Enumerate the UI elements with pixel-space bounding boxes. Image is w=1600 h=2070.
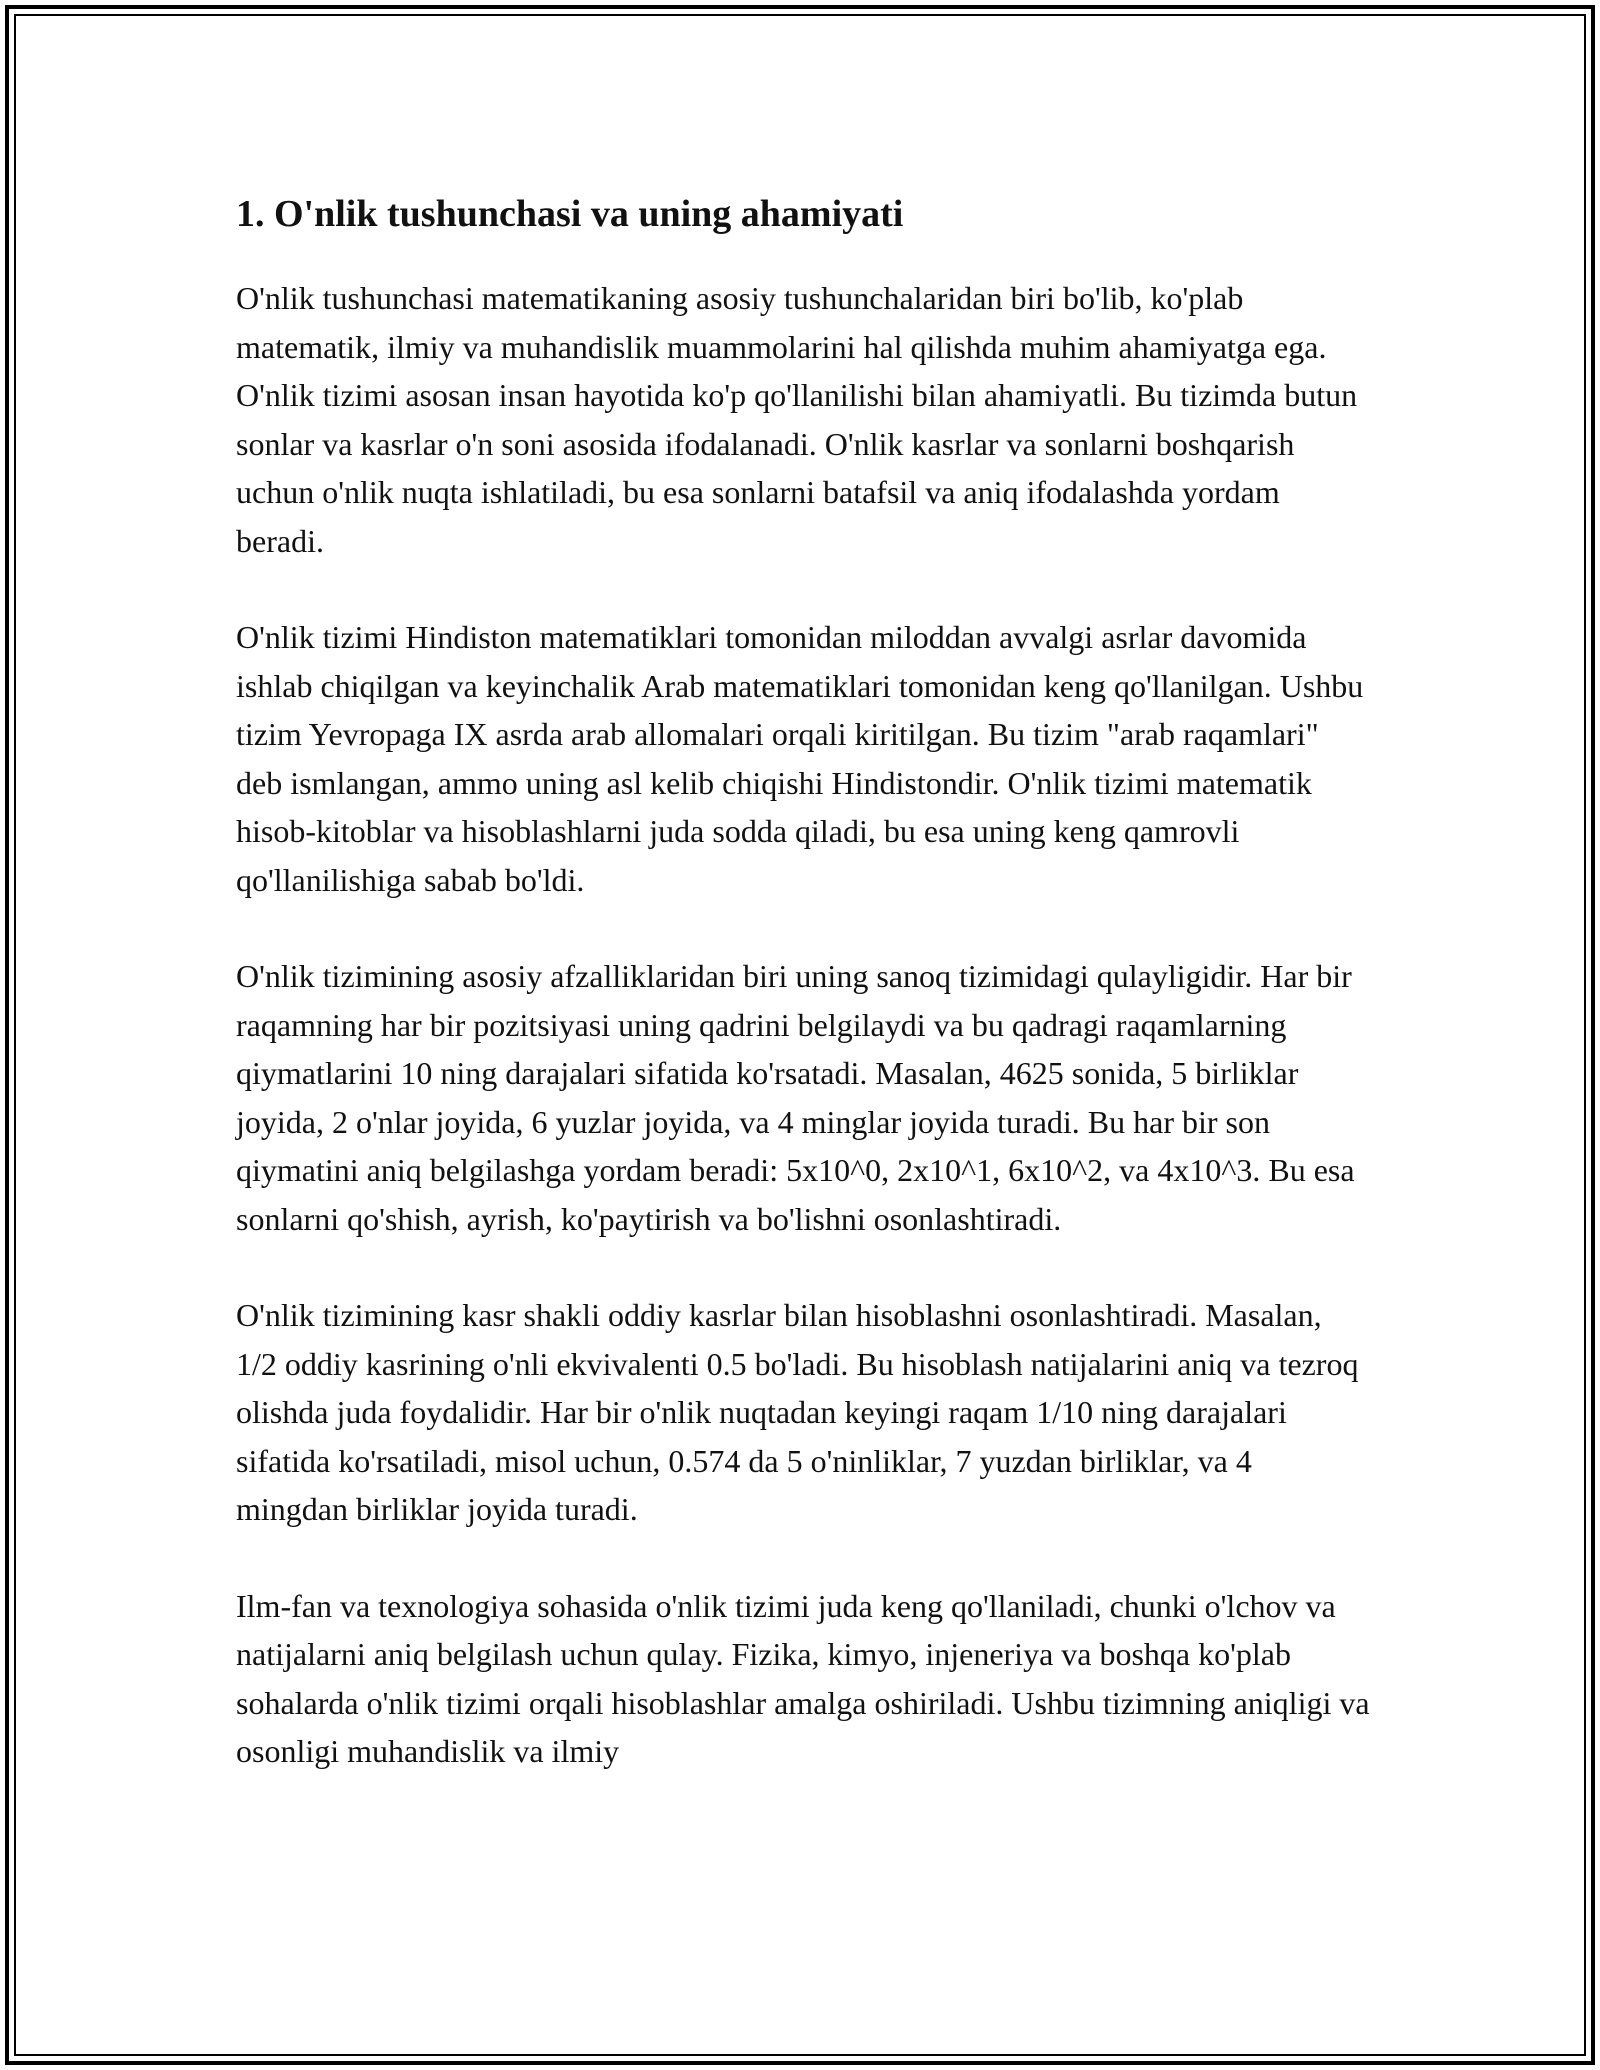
paragraph-4: O'nlik tizimining kasr shakli oddiy kasrlar bilan hisoblashni osonlashtiradi. Masalan, 1/2 oddiy kasrining o'nli ekvivalenti 0.5 bo'ladi. Bu hisoblash natijalarini aniq va tezroq olishda juda foydalidir. Har bir o'nlik nuqtadan keyingi raqam 1/10 ning darajalari sifatida ko'rsatiladi, misol uchun, 0.574 da 5 o'ninliklar, 7 yuzdan birliklar, va 4 mingdan birliklar joyida turadi.: [236, 1297, 1359, 1527]
section-heading: 1. O'nlik tushunchasi va uning ahamiyati: [236, 193, 904, 235]
paragraph-2: O'nlik tizimi Hindiston matematiklari tomonidan miloddan avvalgi asrlar davomida ishlab chiqilgan va keyinchalik Arab matematiklari tomonidan keng qo'llanilgan. Ushbu tizim Yevropaga IX asrda arab allomalari orqali kiritilgan. Bu tizim "arab raqamlari" deb ismlangan, ammo uning asl kelib chiqishi Hindistondir. O'nlik tizimi matematik hisob-kitoblar va hisoblashlarni juda sodda qiladi, bu esa uning keng qamrovli qo'llanilishiga sabab bo'ldi.: [236, 619, 1364, 898]
paragraph-3: O'nlik tizimining asosiy afzalliklaridan biri uning sanoq tizimidagi qulayligidir. Har bir raqamning har bir pozitsiyasi uning qadrini belgilaydi va bu qadragi raqamlarning qiymatlarini 10 ning darajalari sifatida ko'rsatadi. Masalan, 4625 sonida, 5 birliklar joyida, 2 o'nlar joyida, 6 yuzlar joyida, va 4 minglar joyida turadi. Bu har bir son qiymatini aniq belgilashga yordam beradi: 5x10^0, 2x10^1, 6x10^2, va 4x10^3. Bu esa sonlarni qo'shish, ayrish, ko'paytirish va bo'lishni osonlashtiradi.: [236, 958, 1355, 1237]
document-body: [236, 186, 1370, 1824]
paragraph-1: O'nlik tushunchasi matematikaning asosiy tushunchalaridan biri bo'lib, ko'plab matematik, ilmiy va muhandislik muammolarini hal qilishda muhim ahamiyatga ega. O'nlik tizimi asosan insan hayotida ko'p qo'llanilishi bilan ahamiyatli. Bu tizimda butun sonlar va kasrlar o'n soni asosida ifodalanadi. O'nlik kasrlar va sonlarni boshqarish uchun o'nlik nuqta ishlatiladi, bu esa sonlarni batafsil va aniq ifodalashda yordam beradi.: [236, 280, 1358, 559]
paragraph-5: Ilm-fan va texnologiya sohasida o'nlik tizimi juda keng qo'llaniladi, chunki o'lchov va natijalarni aniq belgilash uchun qulay. Fizika, kimyo, injeneriya va boshqa ko'plab sohalarda o'nlik tizimi orqali hisoblashlar amalga oshiriladi. Ushbu tizimning aniqligi va osonligi muhandislik va ilmiy: [236, 1587, 1370, 1769]
